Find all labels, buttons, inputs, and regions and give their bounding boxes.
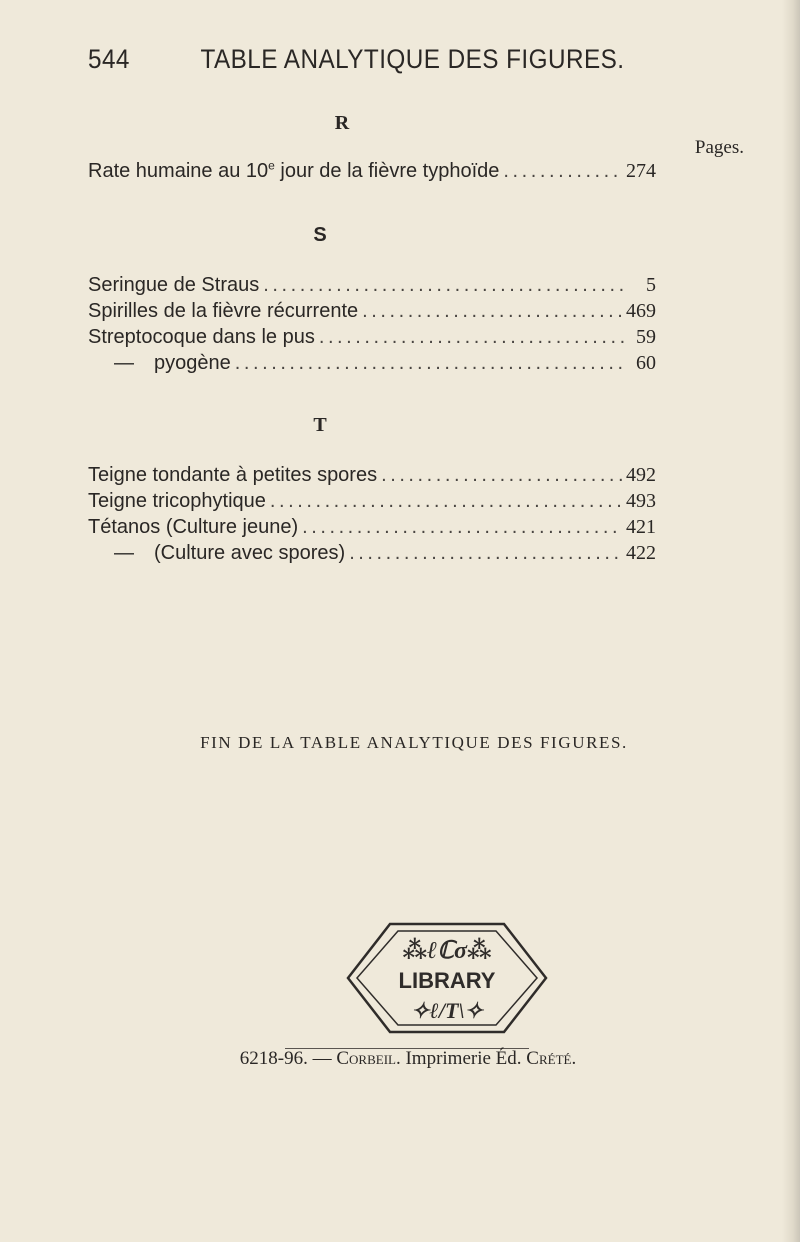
ditto-dash: — — [114, 542, 134, 564]
entry-text: Rate humaine au 10e jour de la fièvre typhoïde — [88, 158, 500, 182]
index-entry — [88, 462, 656, 488]
stamp-motto-top: ⁂ℓℂσ⁂ — [402, 938, 492, 964]
page-reference: 60 — [636, 352, 656, 374]
entry-text: Spirilles de la fièvre récurrente — [88, 300, 359, 322]
index-entry — [88, 350, 656, 376]
dot-leader — [319, 324, 628, 350]
print-code: 6218-96. — [239, 1048, 308, 1069]
index-entry — [88, 514, 656, 540]
entry-text: Tétanos (Culture jeune) — [88, 516, 299, 538]
index-entry — [88, 540, 656, 566]
end-of-table-note: FIN DE LA TABLE ANALYTIQUE DES FIGURES. — [200, 733, 628, 752]
page-reference: 422 — [626, 542, 656, 564]
superscript: e — [268, 158, 275, 173]
printer-imprint: 6218-96. — Corbeil. Imprimerie Éd. Crété. — [239, 1048, 577, 1069]
dot-leader — [263, 272, 628, 298]
page-reference: 421 — [626, 516, 656, 538]
page-reference: 274 — [626, 160, 656, 182]
page-reference: 5 — [646, 274, 656, 296]
dot-leader — [235, 350, 628, 376]
page-reference: 493 — [626, 490, 656, 512]
section-letter-t: T — [313, 414, 327, 436]
dot-leader — [349, 540, 622, 566]
entry-text: Streptocoque dans le pus — [88, 326, 315, 348]
imprint-city: Corbeil — [336, 1048, 396, 1069]
dot-leader — [381, 462, 622, 488]
dot-leader — [362, 298, 622, 324]
ditto-dash: — — [114, 352, 134, 374]
index-entry — [88, 272, 656, 298]
library-stamp — [342, 918, 552, 1038]
running-header — [88, 44, 625, 84]
page-number: 544 — [88, 44, 130, 74]
dot-leader — [270, 488, 622, 514]
index-entry — [88, 488, 656, 514]
entry-text: Seringue de Straus — [88, 274, 260, 296]
entry-text: — pyogène — [114, 352, 231, 374]
section-letter-r: R — [334, 112, 350, 134]
dot-leader — [503, 158, 622, 184]
index-entry — [88, 324, 656, 350]
entry-text: — (Culture avec spores) — [114, 542, 346, 564]
index-entry — [88, 158, 656, 184]
entry-text: Teigne tricophytique — [88, 490, 266, 512]
running-title: TABLE ANALYTIQUE DES FIGURES. — [200, 44, 625, 74]
imprint-printer-name: Crété. — [526, 1048, 577, 1069]
page-reference: 59 — [636, 326, 656, 348]
entry-text: Teigne tondante à petites spores — [88, 464, 378, 486]
section-letter-s: S — [313, 224, 327, 246]
dot-leader — [302, 514, 622, 540]
stamp-motto-bottom: ✧ℓ/T\✧ — [411, 998, 483, 1023]
index-entry — [88, 298, 656, 324]
pages-column-label: Pages. — [694, 137, 744, 158]
imprint-printer: Imprimerie Éd. — [405, 1048, 522, 1069]
page-reference: 492 — [626, 464, 656, 486]
page-reference: 469 — [626, 300, 656, 322]
stamp-label: LIBRARY — [398, 968, 496, 993]
